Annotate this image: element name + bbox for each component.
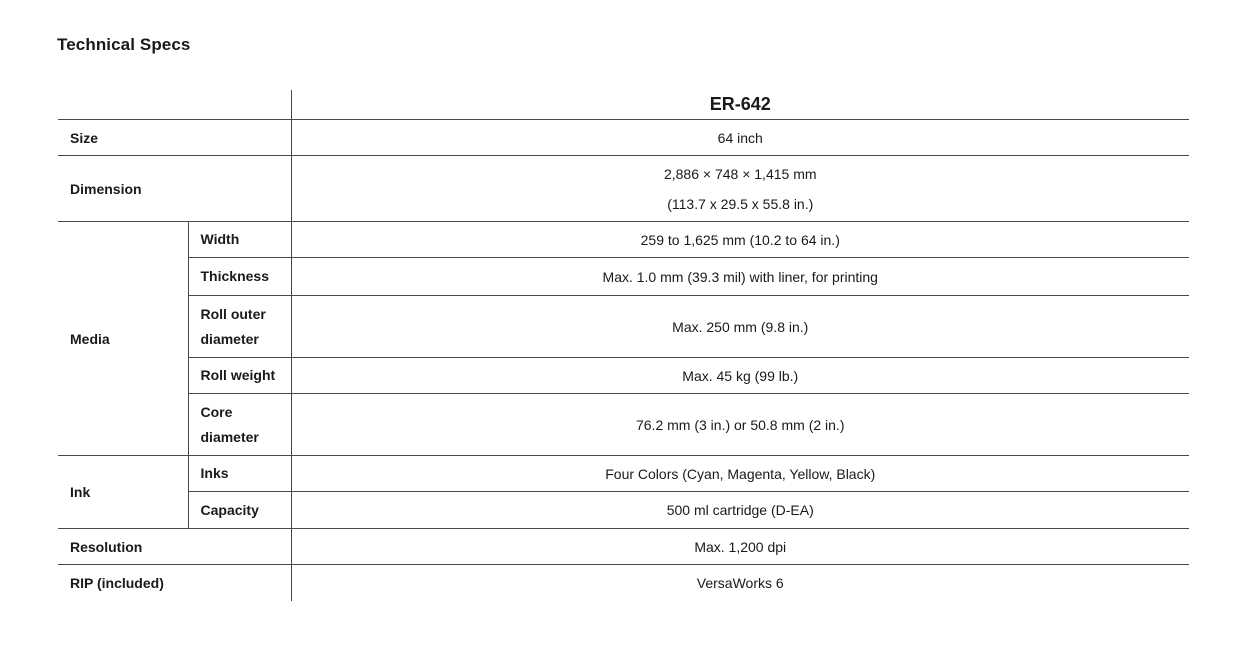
sub-label-core-diameter [188, 394, 291, 456]
table-row-media-roll-weight [58, 358, 1189, 394]
table-row-rip [58, 565, 1189, 601]
sub-label-capacity: Capacity [188, 492, 291, 529]
table-row-dimension [58, 156, 1189, 222]
table-header-row [58, 90, 1189, 120]
row-label-media: Media [58, 222, 188, 456]
row-value-thickness: Max. 1.0 mm (39.3 mil) with liner, for printing [291, 258, 1189, 296]
dimension-mm: 2,886 × 748 × 1,415 mm [663, 165, 817, 182]
row-value-dimension [291, 156, 1189, 222]
table-row-media-roll-outer-diameter [58, 296, 1189, 358]
table-row-size [58, 120, 1189, 156]
table-row-resolution [58, 529, 1189, 565]
row-value-rip: VersaWorks 6 [291, 565, 1189, 601]
roll-outer-label-line2: diameter [200, 330, 259, 347]
row-value-width: 259 to 1,625 mm (10.2 to 64 in.) [291, 222, 1189, 258]
row-label-size: Size [58, 120, 291, 156]
sub-label-inks: Inks [188, 456, 291, 492]
row-value-inks: Four Colors (Cyan, Magenta, Yellow, Black) [291, 456, 1189, 492]
sub-label-roll-outer-diameter [188, 296, 291, 358]
row-value-core-diameter: 76.2 mm (3 in.) or 50.8 mm (2 in.) [291, 394, 1189, 456]
row-label-resolution: Resolution [58, 529, 291, 565]
header-blank-cell [58, 90, 291, 120]
model-name: ER-642 [291, 90, 1189, 120]
table-row-media-width [58, 222, 1189, 258]
table-row-ink-capacity [58, 492, 1189, 529]
sub-label-width: Width [188, 222, 291, 258]
sub-label-roll-weight: Roll weight [188, 358, 291, 394]
row-value-roll-weight: Max. 45 kg (99 lb.) [291, 358, 1189, 394]
dimension-in: (113.7 x 29.5 x 55.8 in.) [667, 195, 814, 212]
row-label-dimension: Dimension [58, 156, 291, 222]
roll-outer-label-line1: Roll outer [200, 305, 266, 322]
row-label-rip: RIP (included) [70, 574, 164, 591]
row-label-ink: Ink [58, 456, 188, 529]
table-row-ink-inks [58, 456, 1189, 492]
core-label-line2: diameter [200, 428, 259, 445]
table-row-media-thickness [58, 258, 1189, 296]
core-label-line1: Core [200, 403, 233, 420]
row-value-resolution: Max. 1,200 dpi [291, 529, 1189, 565]
sub-label-thickness: Thickness [188, 258, 291, 296]
row-value-roll-outer-diameter: Max. 250 mm (9.8 in.) [291, 296, 1189, 358]
row-value-size: 64 inch [291, 120, 1189, 156]
table-row-media-core-diameter [58, 394, 1189, 456]
row-value-capacity: 500 ml cartridge (D-EA) [291, 492, 1189, 529]
specs-table [58, 90, 1189, 601]
page-title: Technical Specs [57, 35, 191, 54]
